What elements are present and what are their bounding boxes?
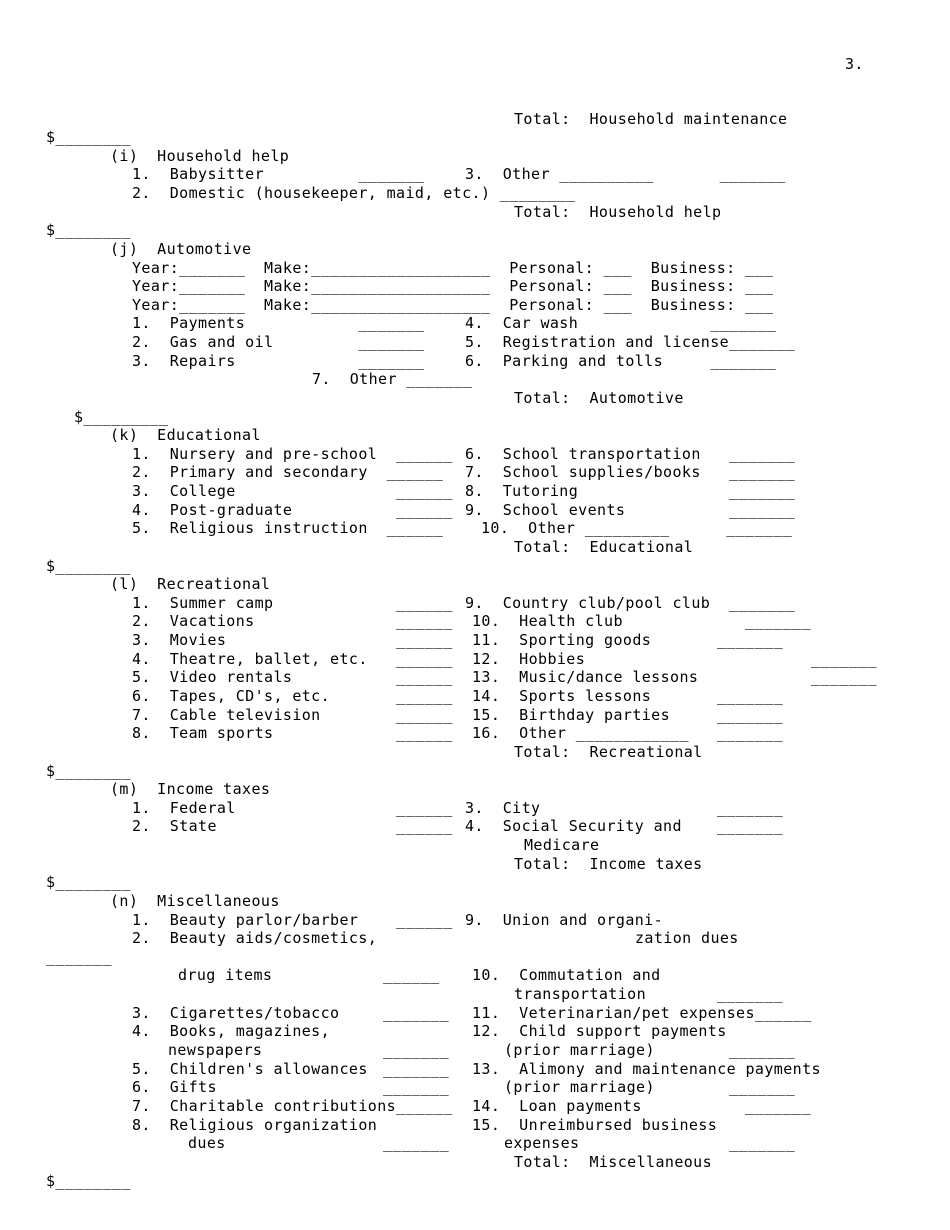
line-item: 5. Religious instruction ______ [132,519,444,537]
amount-blank[interactable]: _______ [729,1134,796,1152]
section-heading-income-taxes: (m) Income taxes [110,780,271,798]
line-item: 3. Repairs _______ [132,352,425,370]
line-item: 7. Cable television ______ [132,706,453,724]
line-item: 3. Cigarettes/tobacco [132,1004,340,1022]
amount-blank[interactable]: _______ [383,1078,450,1096]
amount-blank[interactable]: _______ [811,668,878,686]
line-item: 3. Other __________ _______ [465,165,786,183]
line-item: 16. Other ____________ [472,724,689,742]
total-income-taxes-label: Total: Income taxes [514,855,703,873]
line-item: 2. Vacations ______ [132,612,453,630]
line-item: 5. Children's allowances [132,1060,368,1078]
amount-blank[interactable]: ______ [383,966,440,984]
line-item: 6. Gifts [132,1078,217,1096]
amount-blank[interactable]: _______ [717,817,784,835]
line-item: 7. Other _______ [312,370,473,388]
line-item: 1. Babysitter _______ [132,165,425,183]
line-item: 8. Religious organization [132,1116,378,1134]
section-heading-household-help: (i) Household help [110,147,290,165]
line-item: 4. Theatre, ballet, etc. ______ [132,650,453,668]
line-item: 3. City [465,799,541,817]
line-item-continuation: newspapers [168,1041,263,1059]
total-automotive-label: Total: Automotive [514,389,684,407]
line-item: 14. Loan payments [472,1097,642,1115]
page-number: 3. [845,55,864,73]
line-item-continuation: (prior marriage) [504,1078,655,1096]
line-item: 8. Team sports ______ [132,724,453,742]
total-miscellaneous-blank[interactable]: $________ [46,1172,131,1190]
amount-blank[interactable]: _______ [383,1134,450,1152]
total-educational-blank[interactable]: $________ [46,557,131,575]
line-item: 4. Car wash _______ [465,314,777,332]
vehicle-row: Year:_______ Make:___________________ Personal: ___ Business: ___ [132,259,774,277]
section-heading-recreational: (l) Recreational [110,575,271,593]
line-item: 1. Federal ______ [132,799,453,817]
total-miscellaneous-label: Total: Miscellaneous [514,1153,713,1171]
line-item-continuation: (prior marriage) [504,1041,655,1059]
line-item: 2. Beauty aids/cosmetics, [132,929,378,947]
line-item: 2. Domestic (housekeeper, maid, etc.) ________ [132,184,576,202]
amount-blank[interactable]: _______ [729,1078,796,1096]
line-item: 13. Alimony and maintenance payments [472,1060,821,1078]
line-item: 11. Sporting goods [472,631,652,649]
section-heading-educational: (k) Educational [110,426,261,444]
line-item: 15. Unreimbursed business [472,1116,718,1134]
line-item: 10. Health club [472,612,623,630]
line-item: 6. Parking and tolls _______ [465,352,777,370]
line-item: 8. Tutoring _______ [465,482,796,500]
line-item: 3. College ______ [132,482,453,500]
line-item-continuation: zation dues [635,929,739,947]
line-item: 10. Other _________ _______ [481,519,793,537]
amount-blank[interactable]: _______ [383,1060,450,1078]
line-item: 1. Beauty parlor/barber ______ [132,911,453,929]
line-item: 7. School supplies/books _______ [465,463,796,481]
line-item-continuation: drug items [178,966,273,984]
total-automotive-blank[interactable]: $_________ [74,408,169,426]
line-item: 15. Birthday parties [472,706,671,724]
line-item: 13. Music/dance lessons [472,668,699,686]
line-item: 4. Post-graduate ______ [132,501,453,519]
line-item: 6. Tapes, CD's, etc. ______ [132,687,453,705]
amount-blank[interactable]: _______ [717,706,784,724]
line-item: 2. Gas and oil _______ [132,333,425,351]
amount-blank[interactable]: _______ [745,612,812,630]
amount-blank[interactable]: _______ [745,1097,812,1115]
amount-blank[interactable]: _______ [717,631,784,649]
total-income-taxes-blank[interactable]: $________ [46,873,131,891]
vehicle-row: Year:_______ Make:___________________ Personal: ___ Business: ___ [132,277,774,295]
total-household-maintenance-blank[interactable]: $________ [46,128,131,146]
line-item: 12. Hobbies [472,650,586,668]
total-household-help-blank[interactable]: $________ [46,221,131,239]
section-heading-automotive: (j) Automotive [110,240,252,258]
line-item: 12. Child support payments [472,1022,727,1040]
line-item: 9. Country club/pool club _______ [465,594,796,612]
line-item: 4. Social Security and [465,817,682,835]
line-item: 4. Books, magazines, [132,1022,331,1040]
line-item-continuation: expenses [504,1134,580,1152]
total-household-maintenance-label: Total: Household maintenance [514,110,788,128]
line-item: 10. Commutation and [472,966,661,984]
amount-blank[interactable]: _______ [46,948,113,966]
amount-blank[interactable]: _______ [383,1004,450,1022]
line-item: 1. Nursery and pre-school ______ [132,445,453,463]
line-item: 6. School transportation _______ [465,445,796,463]
amount-blank[interactable]: _______ [811,650,878,668]
total-educational-label: Total: Educational [514,538,694,556]
amount-blank[interactable]: _______ [729,1041,796,1059]
total-household-help-label: Total: Household help [514,203,722,221]
amount-blank[interactable]: _______ [717,799,784,817]
line-item: 1. Payments _______ [132,314,425,332]
line-item-continuation: dues [188,1134,226,1152]
line-item: 7. Charitable contributions______ [132,1097,453,1115]
line-item: 2. Primary and secondary ______ [132,463,444,481]
line-item: 1. Summer camp ______ [132,594,453,612]
amount-blank[interactable]: _______ [383,1041,450,1059]
total-recreational-blank[interactable]: $________ [46,762,131,780]
amount-blank[interactable]: _______ [717,687,784,705]
line-item: 14. Sports lessons [472,687,652,705]
line-item: 3. Movies ______ [132,631,453,649]
line-item: 9. Union and organi- [465,911,664,929]
amount-blank[interactable]: _______ [717,724,784,742]
line-item: 5. Video rentals ______ [132,668,453,686]
vehicle-row: Year:_______ Make:___________________ Personal: ___ Business: ___ [132,296,774,314]
section-heading-miscellaneous: (n) Miscellaneous [110,892,280,910]
line-item: 9. School events _______ [465,501,796,519]
line-item-continuation: Medicare [524,836,600,854]
line-item: 2. State ______ [132,817,453,835]
total-recreational-label: Total: Recreational [514,743,703,761]
line-item: 5. Registration and license_______ [465,333,796,351]
line-item: 11. Veterinarian/pet expenses______ [472,1004,812,1022]
amount-blank[interactable]: _______ [717,985,784,1003]
line-item-continuation: transportation [514,985,647,1003]
